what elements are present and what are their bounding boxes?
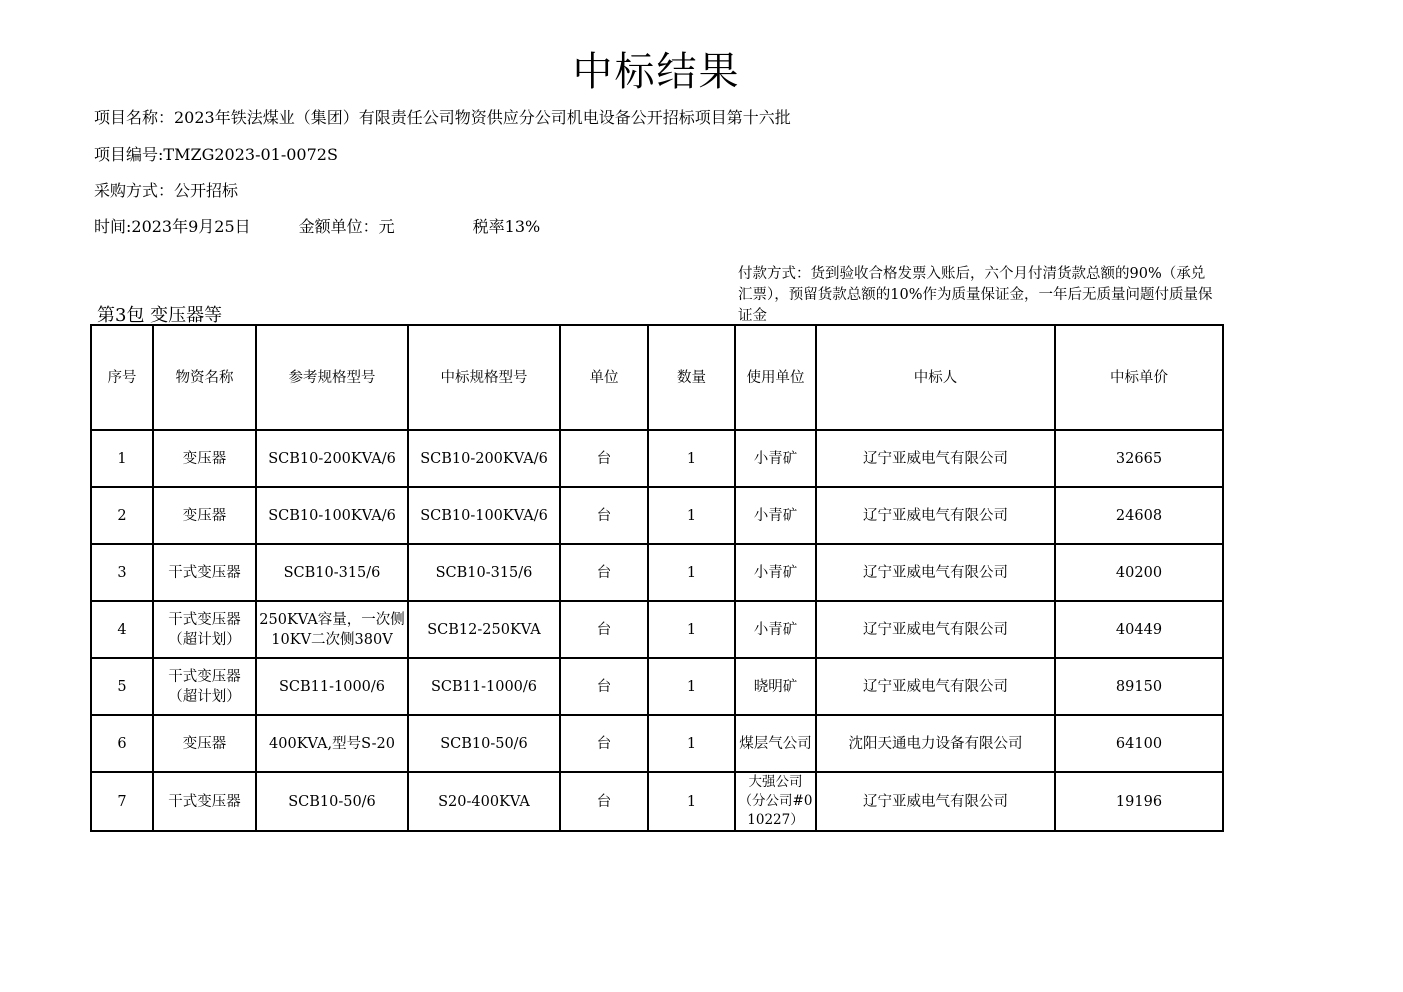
table-cell: 1 xyxy=(648,715,735,772)
table-row xyxy=(91,544,1223,601)
table-cell: 晓明矿 xyxy=(735,658,816,715)
table-cell: 7 xyxy=(91,772,153,831)
header-cell: 参考规格型号 xyxy=(256,325,408,430)
table-cell: 辽宁亚威电气有限公司 xyxy=(816,544,1055,601)
project-number: 项目编号:TMZG2023-01-0072S xyxy=(94,145,338,164)
header-cell: 数量 xyxy=(648,325,735,430)
table-cell: SCB10-50/6 xyxy=(256,772,408,831)
table-cell: 干式变压器 xyxy=(153,772,256,831)
table-cell: SCB10-200KVA/6 xyxy=(256,430,408,487)
table-cell: 400KVA,型号S-20 xyxy=(256,715,408,772)
package-label: 第3包 变压器等 xyxy=(97,305,223,326)
table-cell: 小青矿 xyxy=(735,487,816,544)
table-row xyxy=(91,487,1223,544)
table-row xyxy=(91,715,1223,772)
table-cell: 辽宁亚威电气有限公司 xyxy=(816,658,1055,715)
table-cell: 40449 xyxy=(1055,601,1223,658)
table-cell: 干式变压器（超计划） xyxy=(153,601,256,658)
table-cell: SCB12-250KVA xyxy=(408,601,560,658)
table-cell: 1 xyxy=(648,487,735,544)
header-cell: 中标规格型号 xyxy=(408,325,560,430)
table-cell: 台 xyxy=(560,715,648,772)
table-cell: 1 xyxy=(648,658,735,715)
table-cell: 40200 xyxy=(1055,544,1223,601)
table-cell: 2 xyxy=(91,487,153,544)
table-cell: SCB10-315/6 xyxy=(408,544,560,601)
table-cell: 变压器 xyxy=(153,487,256,544)
table-cell: 辽宁亚威电气有限公司 xyxy=(816,601,1055,658)
table-cell: 89150 xyxy=(1055,658,1223,715)
table-cell: 1 xyxy=(91,430,153,487)
table-cell: 19196 xyxy=(1055,772,1223,831)
header-cell: 物资名称 xyxy=(153,325,256,430)
table-cell: 32665 xyxy=(1055,430,1223,487)
table-cell: SCB10-200KVA/6 xyxy=(408,430,560,487)
table-cell: 台 xyxy=(560,544,648,601)
table-cell: 台 xyxy=(560,430,648,487)
header-cell: 序号 xyxy=(91,325,153,430)
table-cell: SCB10-100KVA/6 xyxy=(408,487,560,544)
table-cell: 24608 xyxy=(1055,487,1223,544)
table-cell: SCB10-315/6 xyxy=(256,544,408,601)
header-cell: 中标单价 xyxy=(1055,325,1223,430)
table-cell: 台 xyxy=(560,658,648,715)
table-header-row xyxy=(91,325,1223,430)
table-cell: 大强公司（分公司#010227） xyxy=(735,772,816,831)
table-cell: 1 xyxy=(648,430,735,487)
award-table xyxy=(90,324,1224,832)
project-name: 项目名称：2023年铁法煤业（集团）有限责任公司物资供应分公司机电设备公开招标项目第十六批 xyxy=(94,108,791,127)
header-cell: 中标人 xyxy=(816,325,1055,430)
purchase-method: 采购方式：公开招标 xyxy=(94,181,239,200)
table-row xyxy=(91,772,1223,831)
table-cell: 1 xyxy=(648,772,735,831)
table-cell: 干式变压器 xyxy=(153,544,256,601)
table-cell: 4 xyxy=(91,601,153,658)
table-cell: 台 xyxy=(560,772,648,831)
table-cell: SCB11-1000/6 xyxy=(408,658,560,715)
table-cell: 64100 xyxy=(1055,715,1223,772)
table-cell: 小青矿 xyxy=(735,544,816,601)
amount-unit: 金额单位：元 xyxy=(298,217,395,236)
table-cell: 小青矿 xyxy=(735,601,816,658)
table-cell: 台 xyxy=(560,487,648,544)
table-cell: SCB10-100KVA/6 xyxy=(256,487,408,544)
table-cell: 辽宁亚威电气有限公司 xyxy=(816,430,1055,487)
date-line xyxy=(94,214,540,237)
table-cell: 250KVA容量，一次侧10KV二次侧380V xyxy=(256,601,408,658)
table-cell: 辽宁亚威电气有限公司 xyxy=(816,772,1055,831)
date: 时间:2023年9月25日 xyxy=(94,217,251,236)
table-cell: S20-400KVA xyxy=(408,772,560,831)
tax-rate: 税率13% xyxy=(472,217,541,236)
table-cell: 干式变压器（超计划） xyxy=(153,658,256,715)
table-cell: 煤层气公司 xyxy=(735,715,816,772)
table-cell: 5 xyxy=(91,658,153,715)
table-row xyxy=(91,430,1223,487)
table-cell: 小青矿 xyxy=(735,430,816,487)
table-cell: 变压器 xyxy=(153,715,256,772)
table-cell: 6 xyxy=(91,715,153,772)
table-cell: 台 xyxy=(560,601,648,658)
table-cell: 1 xyxy=(648,601,735,658)
header-cell: 使用单位 xyxy=(735,325,816,430)
table-cell: 辽宁亚威电气有限公司 xyxy=(816,487,1055,544)
table-cell: 3 xyxy=(91,544,153,601)
table-cell: 1 xyxy=(648,544,735,601)
table-row xyxy=(91,601,1223,658)
table-cell: SCB11-1000/6 xyxy=(256,658,408,715)
page-title: 中标结果 xyxy=(572,49,741,95)
table-cell: 变压器 xyxy=(153,430,256,487)
table-cell: 沈阳天通电力设备有限公司 xyxy=(816,715,1055,772)
header-cell: 单位 xyxy=(560,325,648,430)
table-cell: SCB10-50/6 xyxy=(408,715,560,772)
table-row xyxy=(91,658,1223,715)
payment-terms: 付款方式：货到验收合格发票入账后，六个月付清货款总额的90%（承兑汇票），预留货款总额的10%作为质量保证金，一年后无质量问题付质量保证金 xyxy=(738,266,1213,324)
